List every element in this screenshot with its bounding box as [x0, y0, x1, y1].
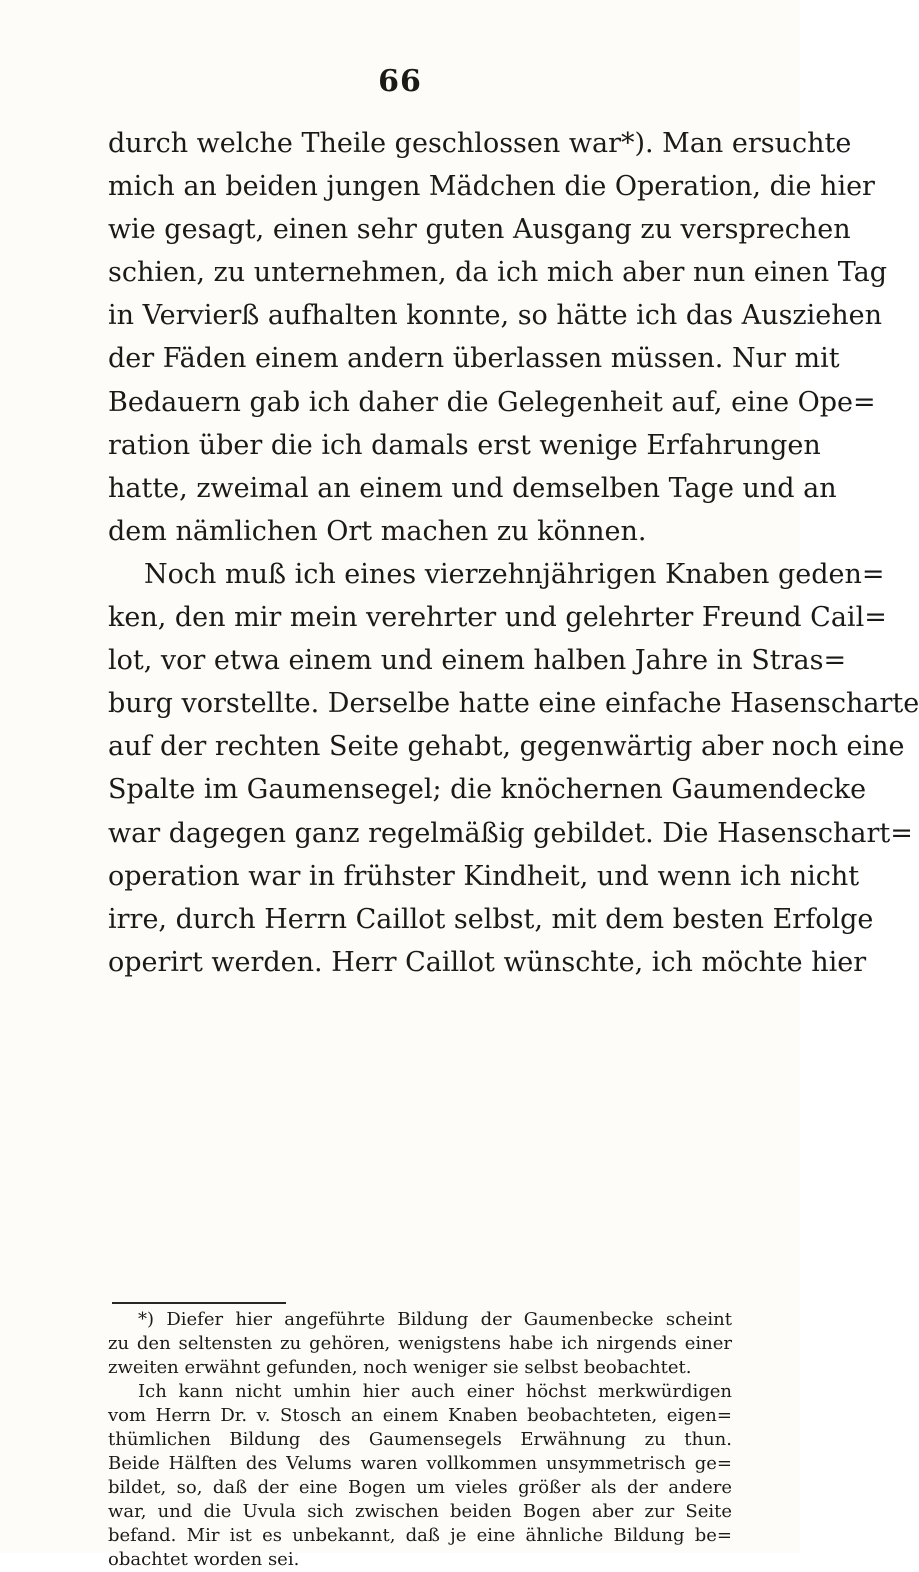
text-line: war dagegen ganz regelmäßig gebildet. Die Hasenschart= — [108, 817, 913, 849]
main-text — [108, 122, 919, 984]
footnote-line: Ich kann nicht umhin hier auch einer höchst merkwürdigen — [138, 1381, 732, 1402]
footnote — [108, 1308, 732, 1572]
text-line: in Vervierß aufhalten konnte, so hätte ich das Ausziehen — [108, 300, 883, 332]
text-line: dem nämlichen Ort machen zu können. — [108, 515, 647, 547]
footnote-line: zu den seltensten zu gehören, wenigstens habe ich nirgends einer — [108, 1333, 732, 1354]
footnote-line: thümlichen Bildung des Gaumensegels Erwähnung zu thun. — [108, 1429, 732, 1450]
footnote-line: obachtet worden sei. — [108, 1549, 300, 1570]
footnote-line: bildet, so, daß der eine Bogen um vieles größer als der andere — [108, 1477, 732, 1498]
text-line: hatte, zweimal an einem und demselben Tage und an — [108, 472, 837, 504]
paragraph — [108, 553, 919, 984]
text-line: der Fäden einem andern überlassen müssen. Nur mit — [108, 343, 840, 375]
footnote-line: Beide Hälften des Velums waren vollkommen unsymmetrisch ge= — [108, 1453, 732, 1474]
paragraph — [108, 122, 888, 553]
text-line: auf der rechten Seite gehabt, gegenwärtig aber noch eine — [108, 731, 905, 763]
footnote-line: befand. Mir ist es unbekannt, daß je eine ähnliche Bildung be= — [108, 1525, 732, 1546]
text-line: operation war in frühster Kindheit, und wenn ich nicht — [108, 860, 860, 892]
footnote-line: vom Herrn Dr. v. Stosch an einem Knaben beobachteten, eigen= — [108, 1405, 732, 1426]
text-line: mich an beiden jungen Mädchen die Operation, die hier — [108, 171, 875, 203]
footnote-divider — [112, 1302, 286, 1304]
footnote-line: zweiten erwähnt gefunden, noch weniger sie selbst beobachtet. — [108, 1357, 692, 1378]
text-line: operirt werden. Herr Caillot wünschte, ich möchte hier — [108, 946, 867, 978]
text-line: schien, zu unternehmen, da ich mich aber nun einen Tag — [108, 257, 888, 289]
text-line: ration über die ich damals erst wenige Erfahrungen — [108, 429, 821, 461]
footnote-paragraph — [108, 1380, 732, 1572]
page-number: 66 — [378, 64, 422, 99]
footnote-paragraph — [108, 1308, 732, 1380]
text-line: burg vorstellte. Derselbe hatte eine einfache Hasenscharte — [108, 688, 919, 720]
footnote-line: war, und die Uvula sich zwischen beiden Bogen aber zur Seite — [108, 1501, 732, 1522]
text-line: irre, durch Herrn Caillot selbst, mit dem besten Erfolge — [108, 903, 874, 935]
text-line: wie gesagt, einen sehr guten Ausgang zu versprechen — [108, 214, 851, 246]
text-line: Bedauern gab ich daher die Gelegenheit auf, eine Ope= — [108, 386, 876, 418]
text-line: durch welche Theile geschlossen war*). Man ersuchte — [108, 128, 852, 159]
text-line: Spalte im Gaumensegel; die knöchernen Gaumendecke — [108, 774, 867, 806]
text-line: Noch muß ich eines vierzehnjährigen Knaben geden= — [144, 558, 885, 590]
footnote-line: *) Diefer hier angeführte Bildung der Gaumenbecke scheint — [138, 1309, 732, 1330]
text-line: ken, den mir mein verehrter und gelehrter Freund Cail= — [108, 602, 887, 634]
text-line: lot, vor etwa einem und einem halben Jahre in Stras= — [108, 645, 847, 677]
